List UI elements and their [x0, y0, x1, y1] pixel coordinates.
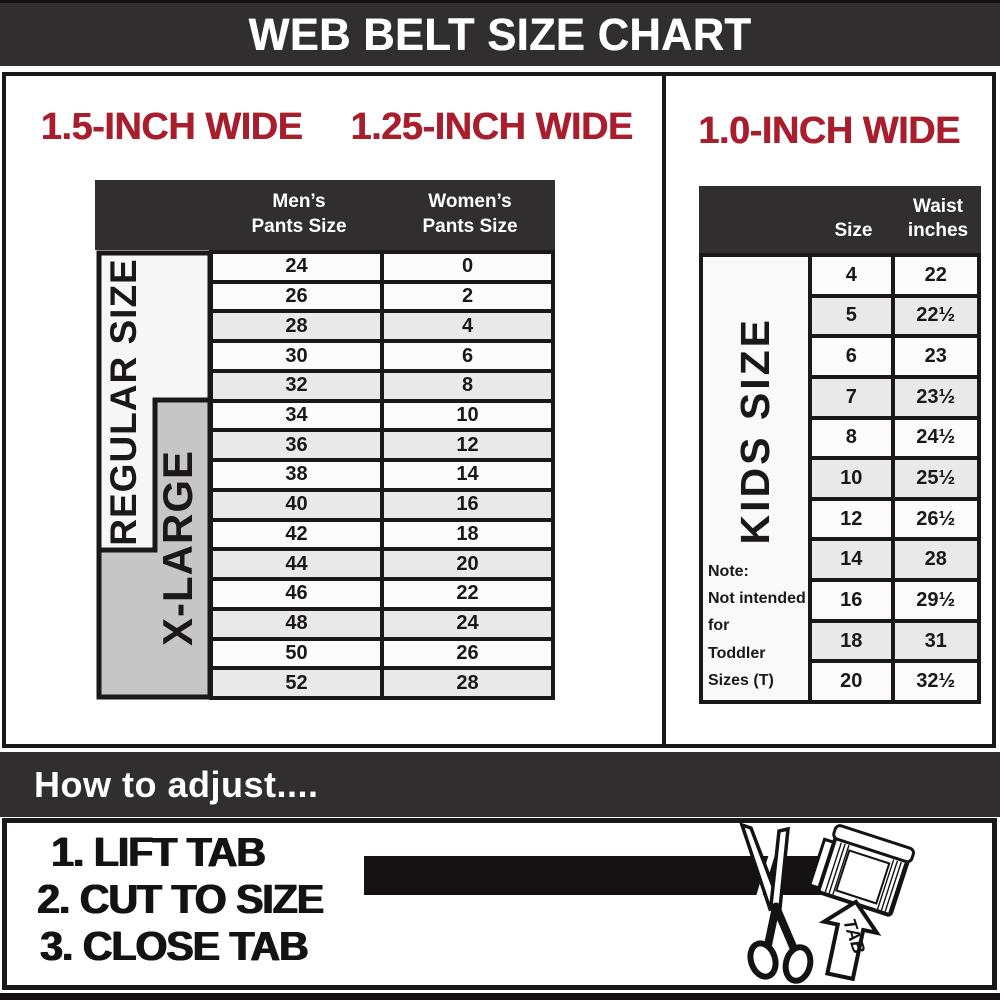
waist-inches-cell: 22½: [895, 298, 977, 335]
note-line1: Note:: [708, 563, 749, 581]
page-title: WEB BELT SIZE CHART: [248, 8, 752, 60]
adult-size-table: [95, 180, 555, 700]
bottom-border-strip: [0, 993, 1000, 1000]
title-band: [0, 0, 1000, 66]
size-group-labels: [95, 250, 213, 700]
step-lift-tab: 1. LIFT TAB: [51, 829, 265, 875]
how-to-adjust-title: How to adjust....: [34, 763, 319, 805]
step-close-tab: 3. CLOSE TAB: [40, 923, 308, 969]
waist-inches-cell: 25½: [895, 460, 977, 497]
kids-size-table-header: [699, 186, 981, 253]
scissors-icon: [742, 825, 814, 983]
mens-header-line1: Men’s: [272, 191, 326, 213]
mens-pants-size-cell: 50: [213, 641, 380, 667]
womens-pants-size-cell: 14: [384, 462, 551, 488]
kids-size-cell: 7: [812, 379, 891, 416]
womens-pants-size-cell: 20: [384, 551, 551, 577]
waist-inches-cell: 23½: [895, 379, 977, 416]
waist-inches-cell: 24½: [895, 420, 977, 457]
kids-size-cell: 8: [812, 420, 891, 457]
kids-size-label-wrap: [703, 267, 808, 595]
womens-pants-size-cell: 0: [384, 254, 551, 280]
how-to-adjust-band: [0, 752, 1000, 817]
womens-pants-size-header: [385, 180, 555, 250]
mens-pants-size-cell: 44: [213, 551, 380, 577]
note-line3: Toddler Sizes (T): [708, 644, 774, 689]
width-header-1.5-inch: 1.5-INCH WIDE: [40, 106, 303, 148]
mens-pants-size-cell: 46: [213, 581, 380, 607]
kids-size-cell: 20: [812, 663, 891, 700]
belt-panel-1.5-and-1.25-inch: [2, 72, 666, 748]
kids-size-cell: 14: [812, 541, 891, 578]
width-header-1.25-inch: 1.25-INCH WIDE: [350, 106, 633, 148]
kids-size-cell: 5: [812, 298, 891, 335]
waist-inches-cell: 23: [895, 338, 977, 375]
waist-inches-cell: 31: [895, 623, 977, 660]
left-table-grid: [209, 250, 555, 700]
kids-size-table: [699, 186, 981, 704]
womens-pants-size-cell: 4: [384, 313, 551, 339]
mens-pants-size-cell: 26: [213, 284, 380, 310]
mens-pants-size-header: [213, 180, 385, 250]
belt-cut-illustration: [681, 823, 993, 985]
belt-panel-1.0-inch: [662, 72, 996, 748]
waist-header-line1: Waist: [913, 195, 963, 217]
waist-inches-cell: 26½: [895, 501, 977, 538]
mens-pants-size-cell: 28: [213, 313, 380, 339]
regular-size-label: REGULAR SIZE: [103, 258, 144, 546]
kids-size-cell: 6: [812, 338, 891, 375]
waist-header-line2: inches: [907, 220, 969, 242]
mens-header-line2: Pants Size: [251, 216, 347, 237]
womens-pants-size-cell: 22: [384, 581, 551, 607]
mens-pants-size-cell: 40: [213, 492, 380, 518]
womens-pants-size-cell: 12: [384, 432, 551, 458]
x-large-label: X-LARGE: [154, 450, 201, 646]
womens-pants-size-cell: 10: [384, 403, 551, 429]
mens-pants-size-cell: 36: [213, 432, 380, 458]
buckle-icon: [808, 823, 914, 916]
note-line2: Not intended for: [708, 590, 806, 635]
womens-pants-size-cell: 24: [384, 611, 551, 637]
womens-header-line2: Pants Size: [422, 216, 518, 237]
mens-pants-size-cell: 24: [213, 254, 380, 280]
adjust-steps: [7, 829, 323, 970]
right-table-grid: [808, 253, 981, 704]
kids-size-cell: 12: [812, 501, 891, 538]
step-cut-to-size: 2. CUT TO SIZE: [37, 876, 323, 922]
size-header-label: Size: [834, 220, 873, 242]
womens-header-line1: Women’s: [428, 191, 512, 213]
adjust-instructions-panel: [2, 818, 997, 990]
adult-size-table-header: [95, 180, 555, 250]
mens-pants-size-cell: 34: [213, 403, 380, 429]
toddler-note: [708, 558, 808, 694]
womens-pants-size-cell: 18: [384, 522, 551, 548]
waist-inches-cell: 32½: [895, 663, 977, 700]
mens-pants-size-cell: 48: [213, 611, 380, 637]
mens-pants-size-cell: 42: [213, 522, 380, 548]
kids-size-cell: 18: [812, 623, 891, 660]
mens-pants-size-cell: 32: [213, 373, 380, 399]
kids-size-label: KIDS SIZE: [732, 317, 778, 545]
waist-inches-header: [895, 186, 981, 253]
tab-arrow-label: TAB: [839, 916, 870, 957]
womens-pants-size-cell: 6: [384, 343, 551, 369]
kids-size-cell: 16: [812, 582, 891, 619]
waist-inches-cell: 29½: [895, 582, 977, 619]
kids-size-cell: 10: [812, 460, 891, 497]
womens-pants-size-cell: 28: [384, 670, 551, 696]
kids-size-cell: 4: [812, 257, 891, 294]
mens-pants-size-cell: 30: [213, 343, 380, 369]
waist-inches-cell: 28: [895, 541, 977, 578]
width-header-1.0-inch: 1.0-INCH WIDE: [698, 110, 960, 152]
womens-pants-size-cell: 26: [384, 641, 551, 667]
waist-inches-cell: 22: [895, 257, 977, 294]
mens-pants-size-cell: 52: [213, 670, 380, 696]
size-header: [812, 186, 895, 253]
womens-pants-size-cell: 8: [384, 373, 551, 399]
mens-pants-size-cell: 38: [213, 462, 380, 488]
womens-pants-size-cell: 16: [384, 492, 551, 518]
womens-pants-size-cell: 2: [384, 284, 551, 310]
kids-size-group-cell: [699, 253, 812, 704]
